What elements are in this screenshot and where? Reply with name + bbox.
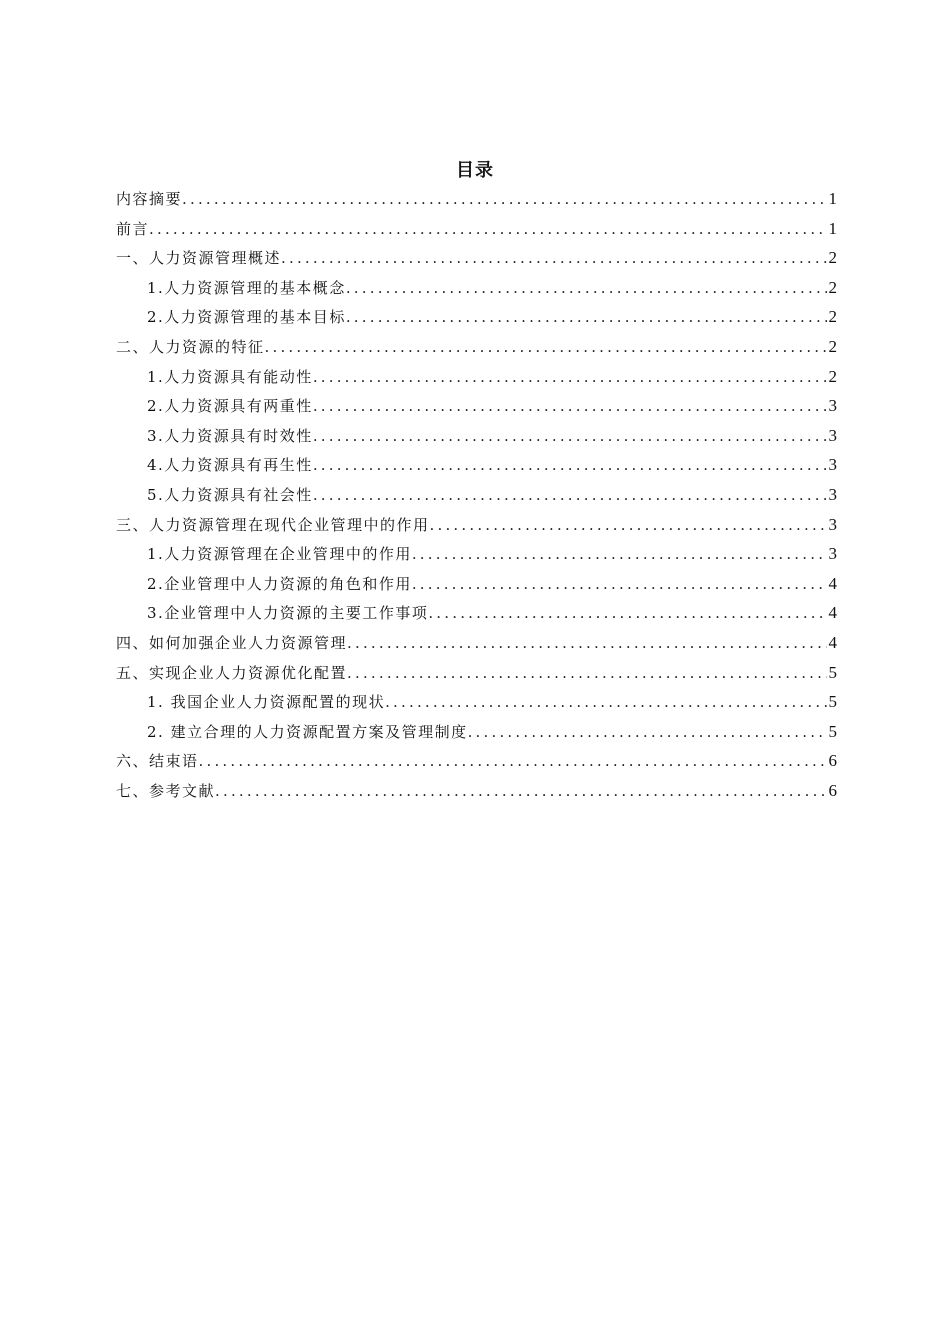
toc-page-number: 3 — [828, 484, 837, 504]
toc-entry-text: 二、人力资源的特征 — [116, 337, 265, 356]
toc-page-number: 5 — [828, 692, 837, 712]
toc-page-number: 1 — [828, 218, 837, 238]
table-of-contents — [116, 184, 837, 805]
toc-page-number: 3 — [828, 455, 837, 475]
toc-dot-leader — [313, 481, 827, 511]
toc-entry[interactable] — [116, 569, 837, 599]
toc-dot-leader — [346, 274, 827, 304]
toc-entry[interactable] — [116, 539, 837, 569]
toc-entry[interactable] — [116, 480, 837, 510]
toc-entry-text: 2.企业管理中人力资源的角色和作用 — [147, 574, 412, 593]
toc-dot-leader — [281, 244, 826, 274]
toc-dot-leader — [347, 659, 826, 689]
toc-title: 目录 — [456, 160, 494, 181]
toc-entry[interactable] — [116, 776, 837, 806]
toc-entry[interactable] — [116, 687, 837, 717]
toc-entry-text: 1. 我国企业人力资源配置的现状 — [147, 693, 386, 712]
toc-entry-text: 七、参考文献 — [116, 781, 216, 800]
toc-entry[interactable] — [116, 598, 837, 628]
toc-dot-leader — [313, 422, 827, 452]
toc-dot-leader — [385, 688, 826, 718]
toc-page-number: 2 — [828, 277, 837, 297]
toc-dot-leader — [468, 718, 827, 748]
toc-page-number: 1 — [828, 189, 837, 208]
toc-page-number: 6 — [828, 751, 837, 771]
toc-entry[interactable] — [116, 332, 837, 362]
toc-entry[interactable] — [116, 628, 837, 658]
toc-entry-text: 六、结束语 — [116, 752, 199, 771]
toc-entry-text: 4.人力资源具有再生性 — [147, 456, 313, 475]
toc-page-number: 2 — [828, 248, 837, 268]
toc-dot-leader — [428, 599, 826, 629]
toc-entry-text: 一、人力资源管理概述 — [116, 249, 282, 268]
toc-page-number: 6 — [828, 780, 837, 800]
toc-dot-leader — [313, 451, 827, 481]
toc-entry-text: 三、人力资源管理在现代企业管理中的作用 — [116, 515, 430, 534]
toc-dot-leader — [215, 777, 826, 807]
toc-dot-leader — [199, 747, 827, 777]
toc-entry-text: 3.企业管理中人力资源的主要工作事项 — [147, 604, 429, 623]
toc-entry[interactable] — [116, 362, 837, 392]
toc-page-number: 3 — [828, 425, 837, 445]
toc-page-number: 2 — [828, 336, 837, 356]
toc-entry[interactable] — [116, 450, 837, 480]
toc-page-number: 5 — [828, 721, 837, 741]
toc-entry-text: 1.人力资源具有能动性 — [147, 367, 313, 386]
toc-entry[interactable] — [116, 717, 837, 747]
toc-page-number: 3 — [828, 544, 837, 564]
toc-dot-leader — [430, 511, 827, 541]
toc-page-number: 4 — [828, 573, 837, 593]
toc-entry[interactable] — [116, 658, 837, 688]
toc-dot-leader — [313, 363, 827, 393]
toc-entry[interactable] — [116, 391, 837, 421]
toc-entry[interactable] — [116, 214, 837, 244]
toc-entry-text: 前言 — [116, 219, 150, 238]
toc-entry-text: 2.人力资源管理的基本目标 — [147, 308, 346, 327]
toc-page-number: 2 — [828, 366, 837, 386]
toc-entry-text: 五、实现企业人力资源优化配置 — [116, 663, 348, 682]
toc-entry-text: 1.人力资源管理的基本概念 — [147, 278, 346, 297]
toc-dot-leader — [149, 215, 826, 245]
toc-dot-leader — [412, 540, 827, 570]
toc-page-number: 3 — [828, 396, 837, 416]
toc-entry-text: 3.人力资源具有时效性 — [147, 426, 313, 445]
toc-dot-leader — [347, 629, 826, 659]
toc-entry[interactable] — [116, 510, 837, 540]
toc-entry[interactable] — [116, 273, 837, 303]
toc-entry[interactable] — [116, 243, 837, 273]
toc-entry[interactable] — [116, 746, 837, 776]
toc-dot-leader — [412, 570, 827, 600]
toc-dot-leader — [313, 392, 827, 422]
toc-dot-leader — [182, 185, 826, 215]
toc-page-number: 4 — [828, 632, 837, 652]
toc-entry-text: 5.人力资源具有社会性 — [147, 485, 313, 504]
toc-entry-text: 1.人力资源管理在企业管理中的作用 — [147, 545, 412, 564]
toc-entry-text: 四、如何加强企业人力资源管理 — [116, 633, 348, 652]
toc-dot-leader — [265, 333, 827, 363]
toc-entry-text: 内容摘要 — [116, 190, 183, 208]
toc-entry[interactable] — [116, 302, 837, 332]
toc-page-number: 2 — [828, 307, 837, 327]
toc-entry-text: 2.人力资源具有两重性 — [147, 397, 313, 416]
toc-entry-text: 2. 建立合理的人力资源配置方案及管理制度 — [147, 722, 468, 741]
toc-page-number: 4 — [828, 603, 837, 623]
toc-page-number: 3 — [828, 514, 837, 534]
toc-entry[interactable] — [116, 184, 837, 214]
toc-dot-leader — [346, 303, 827, 333]
toc-page-number: 5 — [828, 662, 837, 682]
toc-entry[interactable] — [116, 421, 837, 451]
